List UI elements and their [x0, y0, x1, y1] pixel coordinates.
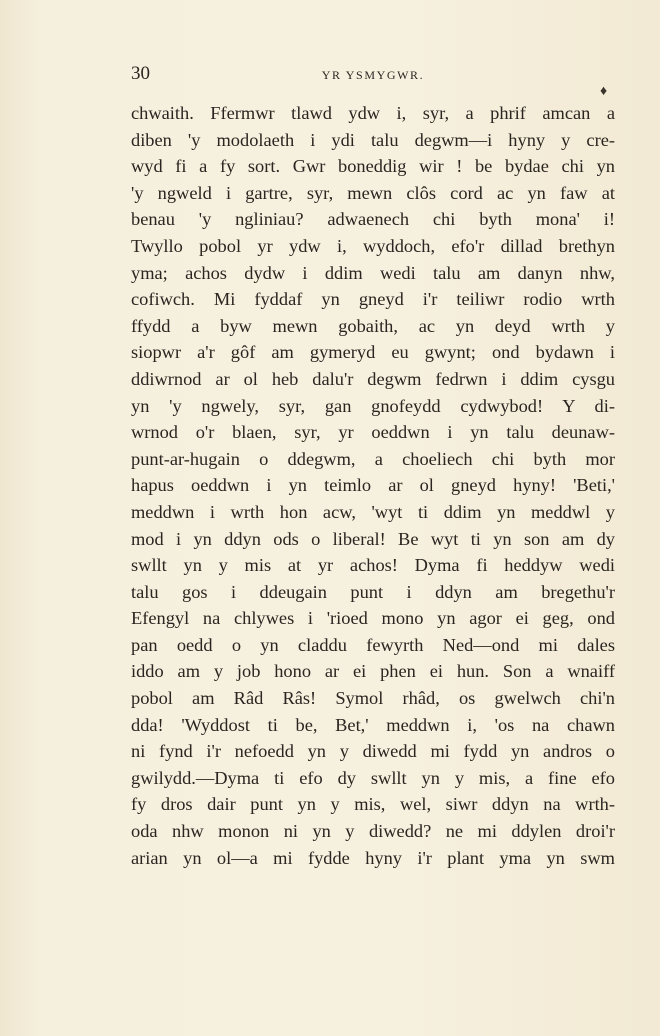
text-line: Twyllo pobol yr ydw i, wyddoch, efo'r dillad brethyn [131, 235, 615, 256]
page-header [131, 62, 615, 86]
text-line: iddo am y job hono ar ei phen ei hun. Son a wnaiff [131, 661, 615, 682]
text-line: fy dros dair punt yn y mis, wel, siwr ddyn na wrth- [131, 794, 615, 815]
text-line: ddiwrnod ar ol heb dalu'r degwm fedrwn i ddim cysgu [131, 368, 615, 389]
ink-mark-icon: ♦ [600, 84, 608, 99]
text-line: diben 'y modolaeth i ydi talu degwm—i hyny y cre- [131, 129, 615, 150]
text-line: Efengyl na chlywes i 'rioed mono yn agor ei geg, ond [131, 608, 615, 629]
text-line: siopwr a'r gôf am gymeryd eu gwynt; ond bydawn i [131, 342, 615, 363]
text-line: wyd fi a fy sort. Gwr boneddig wir ! be bydae chi yn [131, 156, 615, 177]
text-line: swllt yn y mis at yr achos! Dyma fi heddyw wedi [131, 555, 615, 576]
text-line: ni fynd i'r nefoedd yn y diwedd mi fydd yn andros o [131, 741, 615, 762]
body-text [131, 100, 615, 871]
running-head: YR YSMYGWR. [321, 68, 425, 82]
text-line: yn 'y ngwely, syr, gan gnofeydd cydwybod! Y di- [131, 395, 615, 416]
text-line: cofiwch. Mi fyddaf yn gneyd i'r teiliwr rodio wrth [131, 289, 615, 310]
page-number: 30 [131, 63, 150, 84]
text-line: hapus oeddwn i yn teimlo ar ol gneyd hyny! 'Beti,' [131, 475, 615, 496]
text-line: arian yn ol—a mi fydde hyny i'r plant yma yn swm [131, 847, 615, 868]
text-line: oda nhw monon ni yn y diwedd? ne mi ddylen droi'r [131, 821, 615, 842]
text-line: meddwn i wrth hon acw, 'wyt ti ddim yn meddwl y [131, 501, 615, 522]
text-line: yma; achos dydw i ddim wedi talu am danyn nhw, [131, 262, 615, 283]
text-line: wrnod o'r blaen, syr, yr oeddwn i yn talu deunaw- [131, 422, 615, 443]
text-line: dda! 'Wyddost ti be, Bet,' meddwn i, 'os na chawn [131, 714, 615, 735]
text-line: punt-ar-hugain o ddegwm, a choeliech chi byth mor [131, 448, 615, 469]
text-line: ffydd a byw mewn gobaith, ac yn deyd wrth y [131, 315, 615, 336]
text-line: pan oedd o yn claddu fewyrth Ned—ond mi dales [131, 634, 615, 655]
text-line: mod i yn ddyn ods o liberal! Be wyt ti yn son am dy [131, 528, 615, 549]
text-line: gwilydd.—Dyma ti efo dy swllt yn y mis, a fine efo [131, 767, 615, 788]
text-line: talu gos i ddeugain punt i ddyn am bregethu'r [131, 581, 615, 602]
text-line: chwaith. Ffermwr tlawd ydw i, syr, a phrif amcan a [131, 103, 615, 123]
text-line: pobol am Râd Râs! Symol rhâd, os gwelwch chi'n [131, 688, 615, 709]
text-line: benau 'y ngliniau? adwaenech chi byth mona' i! [131, 209, 615, 230]
text-line: 'y ngweld i gartre, syr, mewn clôs cord ac yn faw at [131, 182, 615, 203]
